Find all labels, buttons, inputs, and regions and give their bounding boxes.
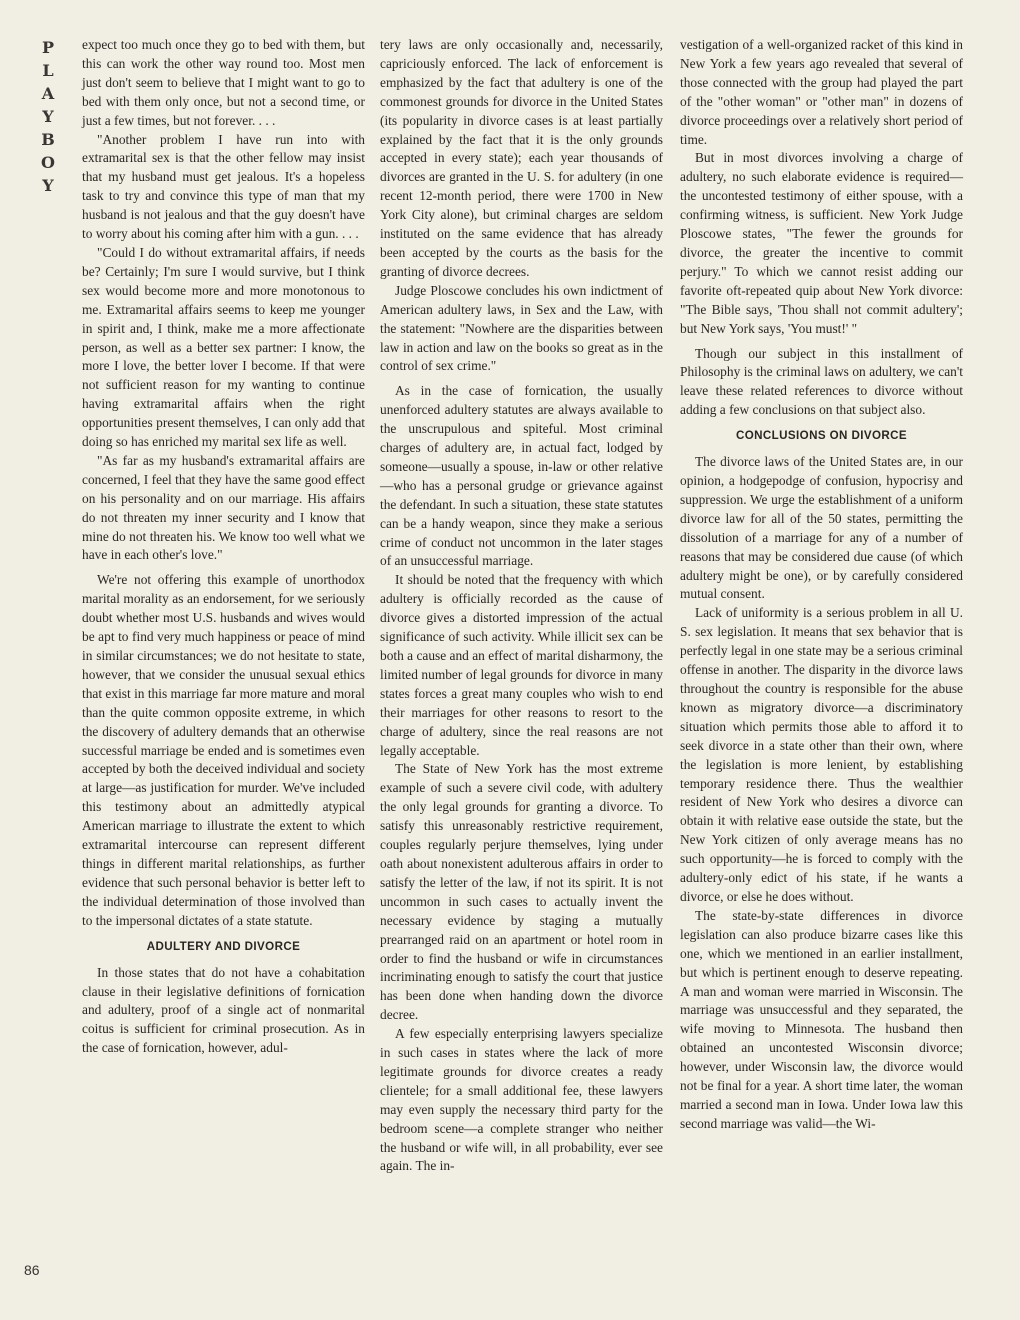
section-heading: ADULTERY AND DIVORCE bbox=[146, 939, 301, 953]
masthead-letter: Y bbox=[42, 107, 54, 126]
paragraph: tery laws are only occasionally and, necessarily, capriciously enforced. The lack of enforcement is emphasized by the fact that adultery is one of the commonest grounds for divorce in the United States (its popularity in divorce cases is at least partially explained by the fact that it is the only grounds accepted in every state); each year thousands of divorces are granted in the U. S. for adultery (in one recent 12-month period, there were 1700 in New York City alone), but criminal charges are seldom instituted on the same evidence that has already been accepted by the courts as the basis for the granting of divorce decrees. bbox=[380, 37, 663, 279]
article-column-3 bbox=[680, 36, 963, 1134]
paragraph: It should be noted that the frequency with which adultery is officially recorded as the cause of divorce gives a distorted impression of the actual significance of such activity. While illicit sex can be both a cause and an effect of marital disharmony, the limited number of legal grounds for divorce in many states forces a great many couples who wish to end their marriages for other reasons to resort to the charge of adultery, since the real reasons are not legally acceptable. bbox=[380, 572, 663, 758]
masthead-letter: O bbox=[41, 153, 55, 172]
masthead-letter: P bbox=[41, 38, 55, 57]
article-column-2 bbox=[380, 36, 663, 1176]
paragraph: The divorce laws of the United States are, in our opinion, a hodgepodge of confusion, hypocrisy and suppression. We urge the establishment of a uniform divorce law for all of the 50 states, permitting the dissolution of a marriage for any of a number of reasons that may be considered due cause (of which adultery might be one), or by carefully considered mutual consent. bbox=[680, 454, 963, 602]
masthead-letter: Y bbox=[42, 176, 54, 195]
paragraph: But in most divorces involving a charge of adultery, no such elaborate evidence is required—the uncontested testimony of either spouse, with a confirming witness, is sufficient. New York Judge Ploscowe states, "The fewer the grounds for divorce, the greater the incentive to commit perjury." To which we cannot resist adding our favorite oft-repeated quip about New York divorce: "The Bible says, 'Thou shall not commit adultery'; but New York says, 'You must!' " bbox=[680, 150, 963, 336]
paragraph: Judge Ploscowe concludes his own indictment of American adultery laws, in Sex and the Law, with the statement: "Nowhere are the disparities between law in action and law on the books so great as in the control of sex crime." bbox=[380, 282, 663, 374]
paragraph: As in the case of fornication, the usually unenforced adultery statutes are always available to the unscrupulous and spiteful. Most criminal charges of adultery are, in actual fact, lodged by someone—usually a spouse, in-law or other relative—who has a personal grudge or grievance against the defendant. In such a situation, these state statutes can be a handy weapon, since they make a serious crime of conduct not uncommon in the later stages of an unsuccessful marriage. bbox=[380, 383, 663, 569]
masthead-vertical bbox=[30, 36, 66, 197]
page-number: 86 bbox=[24, 1262, 40, 1278]
paragraph: Though our subject in this installment of Philosophy is the criminal laws on adultery, we can't leave these related references to divorce without adding a few conclusions on that subject also. bbox=[680, 345, 963, 418]
section-heading: CONCLUSIONS ON DIVORCE bbox=[735, 429, 908, 443]
paragraph: Lack of uniformity is a serious problem in all U. S. sex legislation. It means that sex behavior that is perfectly legal in one state may be a serious criminal offense in another. The disparity in the divorce laws throughout the country is responsible for the abuse known as migratory divorce—a discriminatory situation which permits those able to afford it to seek divorce in a state other than their own, where the legislation is more lenient, by establishing temporary residence there. Thus the wealthier resident of New York who desires a divorce can obtain it with relative ease outside the state, but the New York citizen of only average means has no such opportunity—he is forced to comply with the adultery-only edict of his state, if he wants a divorce, or else he does without. bbox=[680, 605, 963, 904]
paragraph: We're not offering this example of unorthodox marital morality as an endorsement, for we seriously doubt whether most U.S. husbands and wives would be apt to find very much happiness or peace of mind in similar circumstances; we do not hesitate to state, however, that we consider the unusual sexual ethics that exist in this marriage far more mature and moral than the quite common opposite extreme, in which the discovery of adultery demands that an otherwise successful marriage be ended and is sometimes even accepted by both the deceived individual and society at large—as justification for murder. We've included this testimony about an admittedly atypical American marriage to illustrate the extent to which extramarital intercourse can represent different things in different marital relationships, as further evidence that such personal behavior is better left to the individual determination of those involved than to the impersonal dictates of a state statute. bbox=[82, 572, 365, 928]
paragraph: "Another problem I have run into with extramarital sex is that the other fellow may insist that my husband must get jealous. It's a hopeless task to try and convince this type of man that my husband is not jealous and that the guy doesn't have to worry about his coming after him with a gun. . . . bbox=[82, 131, 365, 242]
masthead-letter: A bbox=[41, 84, 55, 103]
paragraph: The state-by-state differences in divorce legislation can also produce bizarre cases like this one, which we mentioned in an earlier installment, but which is pertinent enough to deserve repeating. A man and woman were married in Wisconsin. The marriage was unsuccessful and they separated, the wife moving to Minnesota. The husband then obtained an uncontested Wisconsin divorce; however, under Wisconsin law, the divorce would not be final for a year. A short time later, the woman married a second man in Iowa. Under Iowa law this second marriage was valid—the Wi- bbox=[680, 907, 963, 1131]
paragraph: The State of New York has the most extreme example of such a severe civil code, with adultery the only legal grounds for granting a divorce. To satisfy this unreasonably restrictive requirement, couples regularly perjure themselves, lying under oath about nonexistent adulterous affairs in order to satisfy the letter of the law, if not its spirit. It is not uncommon in such cases to actually invent the necessary evidence by staging a mutually prearranged raid on an apartment or hotel room in order to find the husband or wife in circumstances incriminating enough to satisfy the court that justice has been done when handing down the divorce decree. bbox=[380, 761, 663, 1023]
article-column-1 bbox=[82, 36, 365, 1058]
paragraph: A few especially enterprising lawyers specialize in such cases in states where the lack of more legitimate grounds for divorce creates a ready clientele; for a small additional fee, these lawyers may even supply the necessary third party for the bedroom scene—a complete stranger who neither the husband or wife will, in all probability, ever see again. The in- bbox=[380, 1026, 663, 1174]
masthead-letter: B bbox=[41, 130, 55, 149]
paragraph: In those states that do not have a cohabitation clause in their legislative definitions of fornication and adultery, proof of a single act of nonmarital coitus is sufficient for criminal prosecution. As in the case of fornication, however, adul- bbox=[82, 964, 365, 1056]
paragraph: "As far as my husband's extramarital affairs are concerned, I feel that they have the same good effect on his personality and on our marriage. His affairs do not threaten my inner security and I know that mine do not threaten his. We know too well what we have in each other's love." bbox=[82, 452, 365, 563]
paragraph: vestigation of a well-organized racket of this kind in New York a few years ago revealed that several of those connected with the group had played the part of the "other woman" or "other man" in dozens of divorce proceedings over a relatively short period of time. bbox=[680, 37, 963, 147]
paragraph: "Could I do without extramarital affairs, if needs be? Certainly; I'm sure I would survive, but I think sex would become more and more monotonous to me. Extramarital affairs seems to keep me younger in spirit and, I think, make me a more affectionate person, as well as a better sex partner: I know, the more I love, the better lover I become. If that were not sufficient reason for my wanting to continue having extramarital affairs when the right opportunities present themselves, I can only add that doing so has enriched my marital sex life as well. bbox=[82, 244, 365, 450]
paragraph: expect too much once they go to bed with them, but this can work the other way round too. Most men just don't seem to believe that I might want to go to bed with them only once, but not a second time, or just a few times, but not forever. . . . bbox=[82, 37, 365, 128]
masthead-letter: L bbox=[42, 61, 54, 80]
